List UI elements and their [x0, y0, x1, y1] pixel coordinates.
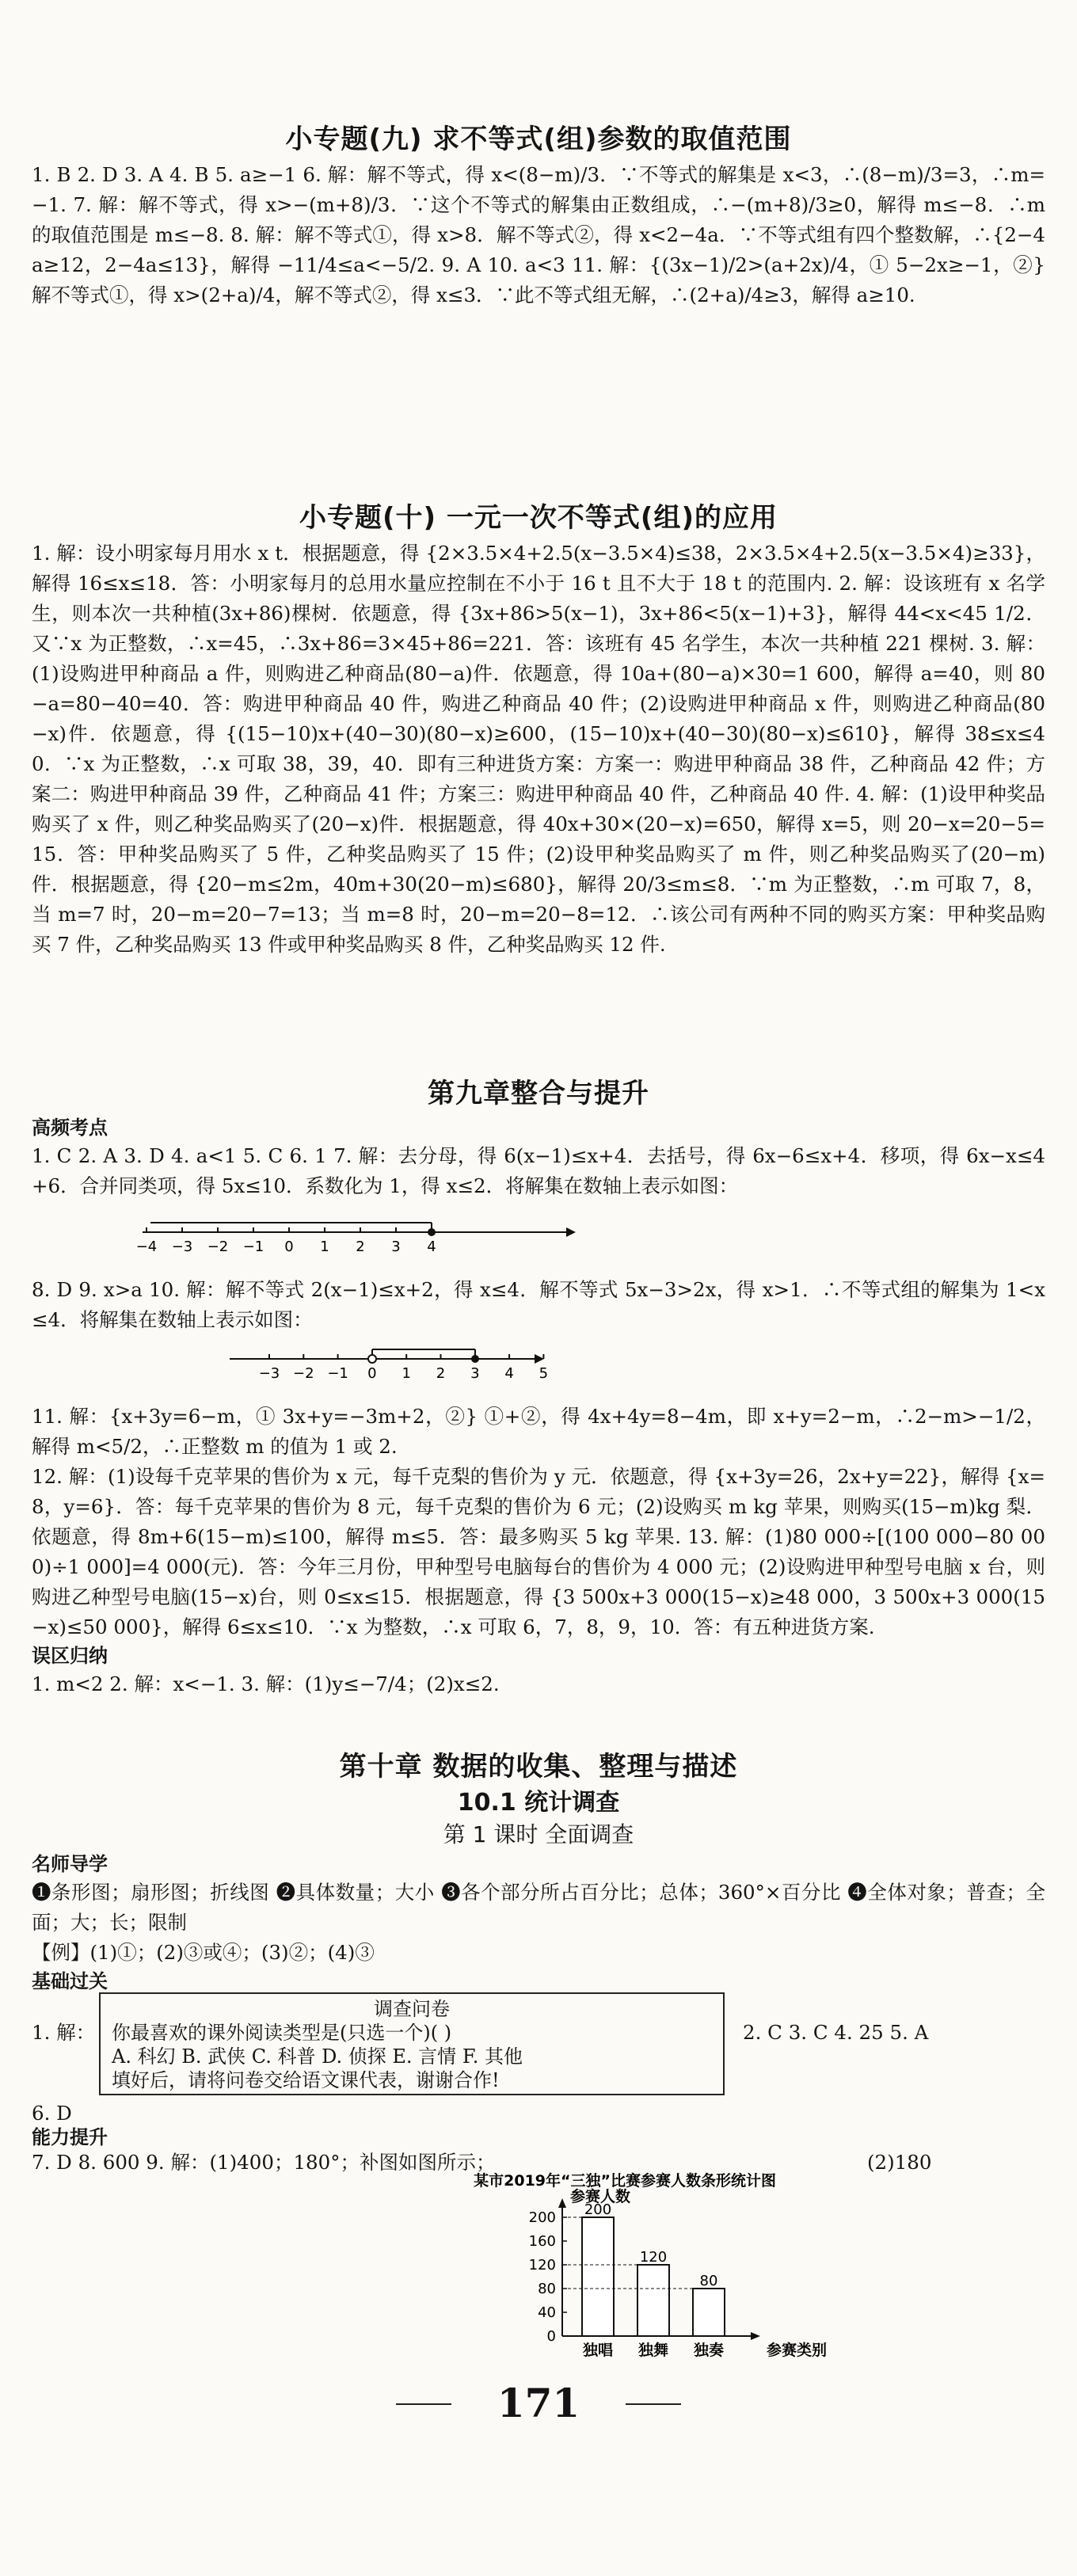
answers-ch9-c: 11. 解：{x+3y=6−m，① 3x+y=−3m+2，②} ①+②，得 4x+4y=8−4m，即 x+y=2−m，∴2−m>−1/2，解得 m<5/2，∴正整数 m 的值为 1 或 2. [32, 1405, 1045, 1458]
bar-data-label: 120 [639, 2249, 668, 2266]
answers-mingshi: ❶条形图；扇形图；折线图 ❷具体数量；大小 ❸各个部分所占百分比；总体；360°×百分比 ❹全体对象；普查；全面；大；长；限制 [32, 1881, 1045, 1934]
category-label: 独奏 [693, 2342, 725, 2359]
subhead-wuqu: 误区归纳 [32, 1645, 108, 1667]
section-title-10: 小专题(十) 一元一次不等式(组)的应用 [299, 502, 778, 534]
nl2-tick-label: 4 [504, 1365, 514, 1382]
survey-title: 调查问卷 [374, 1998, 450, 2020]
y-tick-label: 160 [528, 2233, 556, 2250]
nl2-tick-label: 3 [470, 1365, 480, 1382]
nl1-tick-label: 4 [427, 1239, 436, 1255]
survey-note: 填好后，请将问卷交给语文课代表，谢谢合作! [112, 2069, 500, 2091]
chart-xlabel: 参赛类别 [767, 2342, 828, 2359]
bar-data-label: 80 [699, 2273, 718, 2289]
answers-2-5: 2. C 3. C 4. 25 5. A [743, 2021, 929, 2044]
nl2-tick-label: −1 [327, 1365, 348, 1382]
nl1-tick-label: −1 [242, 1239, 264, 1255]
nl1-tick-label: 1 [320, 1239, 329, 1255]
answers-ch9-a: 1. C 2. A 3. D 4. a<1 5. C 6. 1 7. 解：去分母，得 6(x−1)≤x+4．去括号，得 6x−6≤x+4．移项，得 6x−x≤4+6．合并同类项，得 5x≤10．系数化为 1，得 x≤2．将解集在数轴上表示如图： [32, 1144, 1045, 1197]
footer-rule-left [396, 2403, 451, 2405]
bar [582, 2217, 614, 2336]
y-tick-label: 0 [546, 2328, 556, 2345]
section-9-block [32, 119, 1045, 310]
survey-question: 你最喜欢的课外阅读类型是(只选一个)( ) [112, 2022, 452, 2044]
section-10-block [32, 497, 1045, 960]
page-number: 171 [497, 2380, 580, 2426]
y-tick-label: 40 [538, 2304, 556, 2321]
answers-ch9-b: 8. D 9. x>a 10. 解：解不等式 2(x−1)≤x+2，得 x≤4．解不等式 5x−3>2x，得 x>1．∴不等式组的解集为 1<x≤4．将解集在数轴上表示如图： [32, 1278, 1045, 1331]
nl1-tick-label: 2 [356, 1239, 365, 1255]
answer-6: 6. D [32, 2102, 72, 2125]
answer-1-label: 1. 解： [32, 2021, 96, 2044]
section-10-1-title: 10.1 统计调查 [457, 1789, 620, 1817]
answer-9-2: (2)180 [867, 2151, 932, 2174]
bar-chart [474, 2171, 887, 2361]
subhead-mingshi: 名师导学 [32, 1853, 108, 1875]
footer-rule-right [626, 2403, 681, 2405]
survey-box [99, 1992, 725, 2095]
bar [637, 2265, 669, 2336]
answers-example: 【例】(1)①；(2)③或④；(3)②；(4)③ [32, 1941, 375, 1964]
nl2-tick-label: 5 [538, 1365, 549, 1382]
answers-topic-10: 1. 解：设小明家每月用水 x t．根据题意，得 {2×3.5×4+2.5(x−3.5×4)≤38，2×3.5×4+2.5(x−3.5×4)≥33}，解得 16≤x≤18．答：小明家每月的总用水量应控制在不小于 16 t 且不大于 18 t 的范围内. 2. 解：设该班有 x 名学生，则本次一共种植(3x+86)棵树．依题意，得 {3x+86>5(x−1)，3x+86<5(x−1)+3}，解得 44<x<45 1/2．又∵x 为正整数，∴x=45，∴3x+86=3×45+86=221．答：该班有 45 名学生，本次一共种植 221 棵树. 3. 解：(1)设购进甲种商品 a 件，则购进乙种商品(80−a)件．依题意，得 10a+(80−a)×30=1 600，解得 a=40，则 80−a=80−40=40．答：购进甲种商品 40 件，购进乙种商品 40 件；(2)设购进甲种商品 x 件，则购进乙种商品(80−x)件．依题意，得 {(15−10)x+(40−30)(80−x)≥600，(15−10)x+(40−30)(80−x)≤610}，解得 38≤x≤40．∵x 为正整数，∴x 可取 38，39，40．即有三种进货方案：方案一：购进甲种商品 38 件，乙种商品 42 件；方案二：购进甲种商品 39 件，乙种商品 41 件；方案三：购进甲种商品 40 件，乙种商品 40 件. 4. 解：(1)设甲种奖品购买了 x 件，则乙种奖品购买了(20−x)件．根据题意，得 40x+30×(20−x)=650，解得 x=5，则 20−x=20−5=15．答：甲种奖品购买了 5 件，乙种奖品购买了 15 件；(2)设甲种奖品购买了 m 件，则乙种奖品购买了(20−m)件．根据题意，得 {20−m≤2m，40m+30(20−m)≤680}，解得 20/3≤m≤8．∵m 为正整数，∴m 可取 7，8，当 m=7 时，20−m=20−7=13；当 m=8 时，20−m=20−8=12．∴该公司有两种不同的购买方案：甲种奖品购买 7 件，乙种奖品购买 13 件或甲种奖品购买 8 件，乙种奖品购买 12 件. [32, 542, 1045, 956]
nl2-tick-label: −2 [293, 1365, 314, 1382]
subhead-nengli: 能力提升 [32, 2126, 108, 2148]
answers-wuqu: 1. m<2 2. 解：x<−1. 3. 解：(1)y≤−7/4；(2)x≤2. [32, 1672, 500, 1695]
chart-title: 某市2019年“三独”比赛参赛人数条形统计图 [474, 2172, 776, 2190]
nl2-tick-label: −3 [258, 1365, 280, 1382]
y-tick-label: 200 [528, 2209, 556, 2226]
y-tick-label: 80 [538, 2281, 556, 2297]
category-label: 独唱 [582, 2342, 614, 2359]
number-line-1 [135, 1220, 578, 1269]
subhead-jichu: 基础过关 [32, 1970, 108, 1992]
number-line-2 [222, 1346, 554, 1395]
y-tick-label: 120 [528, 2257, 556, 2274]
section-title-9: 小专题(九) 求不等式(组)参数的取值范围 [285, 124, 792, 155]
answers-topic-9: 1. B 2. D 3. A 4. B 5. a≥−1 6. 解：解不等式，得 x<(8−m)/3．∵不等式的解集是 x<3，∴(8−m)/3=3，∴m=−1. 7. 解：解不等式，得 x>−(m+8)/3．∵这个不等式的解集由正数组成，∴−(m+8)/3≥0，解得 m≤−8．∴m 的取值范围是 m≤−8. 8. 解：解不等式①，得 x>8．解不等式②，得 x<2−4a．∵不等式组有四个整数解，∴{2−4a≥12，2−4a≤13}，解得 −11/4≤a<−5/2. 9. A 10. a<3 11. 解：{(3x−1)/2>(a+2x)/4，① 5−2x≥−1，②} 解不等式①，得 x>(2+a)/4，解不等式②，得 x≤3．∵此不等式组无解，∴(2+a)/4≥3，解得 a≥10. [32, 163, 1045, 306]
chapter-9-block [32, 1073, 1045, 1201]
chapter-10-title: 第十章 数据的收集、整理与描述 [339, 1751, 738, 1783]
nl1-tick-label: 0 [284, 1239, 294, 1255]
nl1-tick-label: −3 [171, 1239, 193, 1255]
answers-ch9-d: 12. 解：(1)设每千克苹果的售价为 x 元，每千克梨的售价为 y 元．依题意，得 {x+3y=26，2x+y=22}，解得 {x=8，y=6}．答：每千克苹果的售价为 8 元，每千克梨的售价为 6 元；(2)设购买 m kg 苹果，则购买(15−m)kg 梨．依题意，得 8m+6(15−m)≤100，解得 m≤5．答：最多购买 5 kg 苹果. 13. 解：(1)80 000÷[(100 000−80 000)÷1 000]=4 000(元)．答：今年三月份，甲种型号电脑每台的售价为 4 000 元；(2)设购进甲种型号电脑 x 台，则购进乙种型号电脑(15−x)台，则 0≤x≤15．根据题意，得 {3 500x+3 000(15−x)≥48 000，3 500x+3 000(15−x)≤50 000}，解得 6≤x≤10．∵x 为整数，∴x 可取 6，7，8，9，10．答：有五种进货方案. [32, 1465, 1045, 1638]
nl2-tick-label: 0 [367, 1365, 377, 1382]
chapter-10-block [32, 1746, 1045, 1995]
chart-ylabel: 参赛人数 [570, 2188, 631, 2205]
nl2-tick-label: 1 [401, 1365, 411, 1382]
nl1-tick-label: −4 [135, 1239, 158, 1255]
bar [693, 2289, 725, 2336]
chapter-9-block-b [32, 1275, 1045, 1335]
answers-7-9: 7. D 8. 600 9. 解：(1)400；180°；补图如图所示； [32, 2151, 496, 2174]
nl2-tick-label: 2 [436, 1365, 446, 1382]
lesson-title: 第 1 课时 全面调查 [443, 1821, 634, 1847]
chapter-9-title: 第九章整合与提升 [428, 1078, 649, 1109]
chapter-9-block-c [32, 1402, 1045, 1699]
category-label: 独舞 [637, 2342, 669, 2359]
bar-data-label: 200 [584, 2201, 612, 2218]
subhead-gaopin: 高频考点 [32, 1117, 108, 1139]
survey-options: A. 科幻 B. 武侠 C. 科普 D. 侦探 E. 言情 F. 其他 [112, 2045, 523, 2068]
nl1-tick-label: 3 [391, 1239, 401, 1255]
nl1-tick-label: −2 [207, 1239, 229, 1255]
